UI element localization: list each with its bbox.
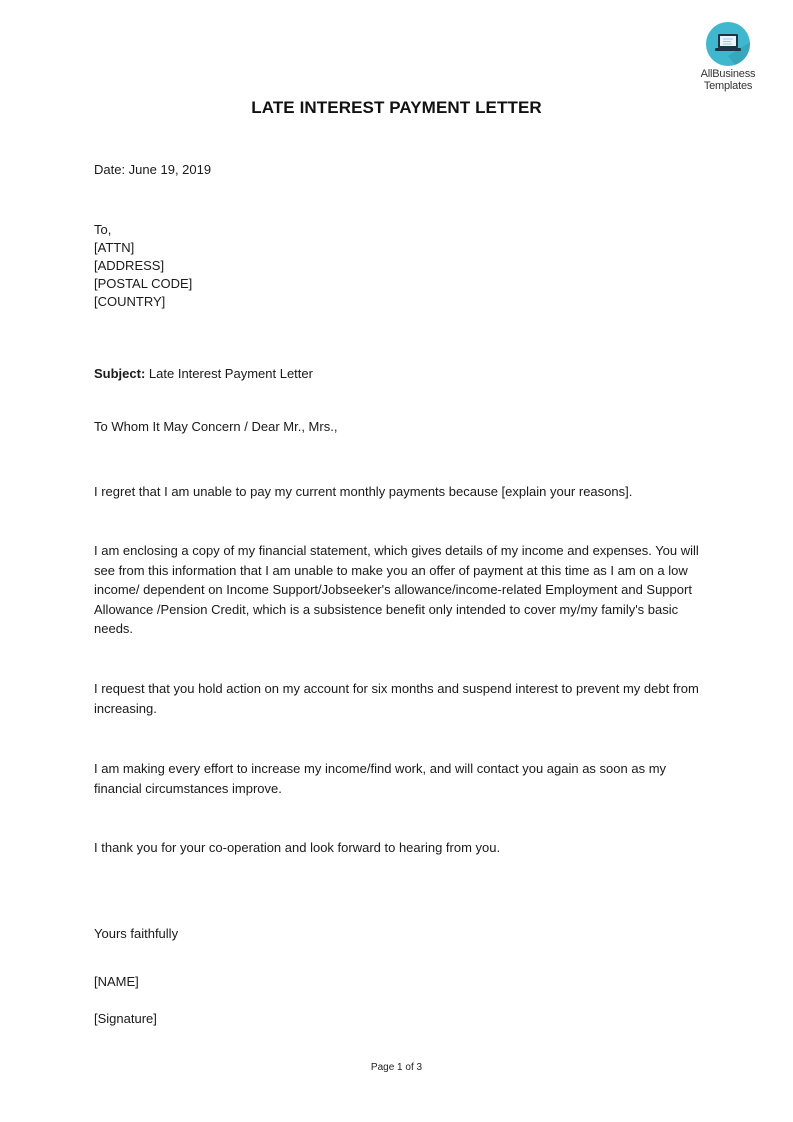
logo-line-2: Templates — [703, 80, 753, 92]
paragraph-thanks: I thank you for your co-operation and look forward to hearing from you. — [94, 840, 501, 855]
subject-value: Late Interest Payment Letter — [148, 366, 313, 381]
subject-label: Subject: — [94, 366, 146, 381]
letter-date: Date: June 19, 2019 — [94, 162, 212, 177]
subject-line — [94, 365, 313, 383]
paragraph-financial-statement: I am enclosing a copy of my financial statement, which gives details of my income and expenses. You will see from this information that I am unable to make you an offer of payment at this time as I am on a low income/ dependent on Income Support/Jobseeker's allowance/income-related Employment and Support Allowance /Pension Credit, which is a subsistence benefit only intended to cover my/my family's basic needs. — [94, 543, 699, 636]
page-indicator: Page 1 of 3 — [370, 1062, 423, 1073]
paragraph-increase-income: I am making every effort to increase my income/find work, and will contact you again as soon as my financial circumstances improve. — [94, 761, 667, 796]
recipient-country: [COUNTRY] — [94, 294, 166, 309]
paragraph-hold-action: I request that you hold action on my account for six months and suspend interest to prevent my debt from increasing. — [94, 681, 699, 716]
sender-name: [NAME] — [94, 974, 139, 989]
recipient-to: To, — [94, 222, 112, 237]
laptop-icon — [706, 22, 750, 66]
allbusiness-templates-logo — [688, 22, 768, 92]
document-title: LATE INTEREST PAYMENT LETTER — [251, 98, 542, 117]
recipient-postal-code: [POSTAL CODE] — [94, 276, 193, 291]
logo-line-1: AllBusiness — [700, 68, 756, 80]
salutation: To Whom It May Concern / Dear Mr., Mrs., — [94, 419, 338, 434]
paragraph-reason: I regret that I am unable to pay my current monthly payments because [explain your reasons]. — [94, 484, 633, 499]
recipient-address: [ADDRESS] — [94, 258, 165, 273]
recipient-attn: [ATTN] — [94, 240, 135, 255]
signature: [Signature] — [94, 1011, 157, 1026]
closing: Yours faithfully — [94, 926, 179, 941]
